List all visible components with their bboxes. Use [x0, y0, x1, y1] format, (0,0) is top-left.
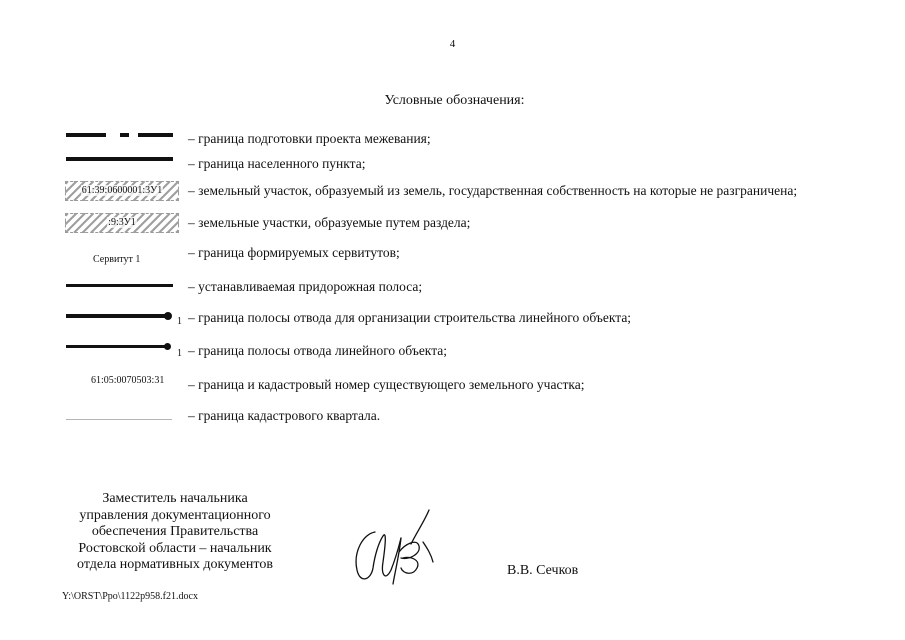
parcel-label: 61:39:0600001:3У1: [81, 185, 163, 196]
signatory-line: Ростовской области – начальник: [78, 540, 272, 556]
line-marker: 1: [177, 316, 182, 327]
signatory-line: отдела нормативных документов: [77, 557, 273, 572]
cadastral-number-symbol: [60, 374, 185, 396]
thick-line-dot-symbol: [60, 307, 185, 329]
easement-symbol: [60, 242, 185, 264]
legend-row: [60, 128, 890, 150]
legend-description: – граница полосы отвода линейного объекта;: [188, 343, 447, 358]
legend-row: [60, 307, 890, 329]
legend-description: – граница и кадастровый номер существующего земельного участка;: [188, 377, 585, 392]
legend-row: [60, 180, 890, 202]
signatory-line: управления документационного: [79, 507, 271, 523]
legend-row: [60, 153, 890, 175]
thick-line-symbol: [60, 153, 185, 175]
legend-description: – граница формируемых сервитутов;: [188, 245, 400, 260]
dash-dot-line-symbol: [60, 128, 185, 150]
legend-description: – граница полосы отвода для организации строительства линейного объекта;: [188, 310, 632, 325]
signatory-position: [55, 491, 295, 574]
legend-description: – земельные участки, образуемые путем раздела;: [188, 215, 471, 230]
legend-row: [60, 340, 890, 362]
legend-description: – земельный участок, образуемый из земель, государственная собственность на которые не разграничена;: [188, 183, 798, 198]
legend-description: – граница кадастрового квартала.: [188, 408, 381, 423]
legend-row: [60, 276, 890, 298]
legend-description: – устанавливаемая придорожная полоса;: [188, 279, 423, 294]
easement-label: Сервитут 1: [93, 254, 141, 265]
legend-title: Условные обозначения:: [384, 93, 525, 108]
file-path: Y:\ORST\Ppo\1122p958.f21.docx: [62, 591, 198, 602]
legend-description: – граница населенного пункта;: [188, 156, 366, 171]
handwritten-signature: [345, 508, 437, 588]
cadastral-number-label: 61:05:0070503:31: [91, 375, 165, 386]
legend-row: [60, 374, 890, 396]
signatory-line: Заместитель начальника: [102, 491, 248, 506]
signatory-line: обеспечения Правительства: [91, 524, 259, 539]
signer-name: В.В. Сечков: [507, 563, 579, 578]
legend-row: [60, 242, 890, 264]
hatched-parcel-symbol: [60, 180, 185, 202]
legend-row: [60, 405, 890, 427]
thick-line-symbol: [60, 276, 185, 298]
page-number: 4: [449, 38, 456, 50]
parcel-label: :9:3У1: [108, 217, 136, 228]
medium-line-dot-symbol: [60, 340, 185, 362]
thin-line-symbol: [60, 405, 185, 427]
legend-row: [60, 212, 890, 234]
line-marker: 1: [177, 348, 182, 359]
legend-description: – граница подготовки проекта межевания;: [188, 131, 431, 146]
hatched-parcel-symbol: [60, 212, 185, 234]
